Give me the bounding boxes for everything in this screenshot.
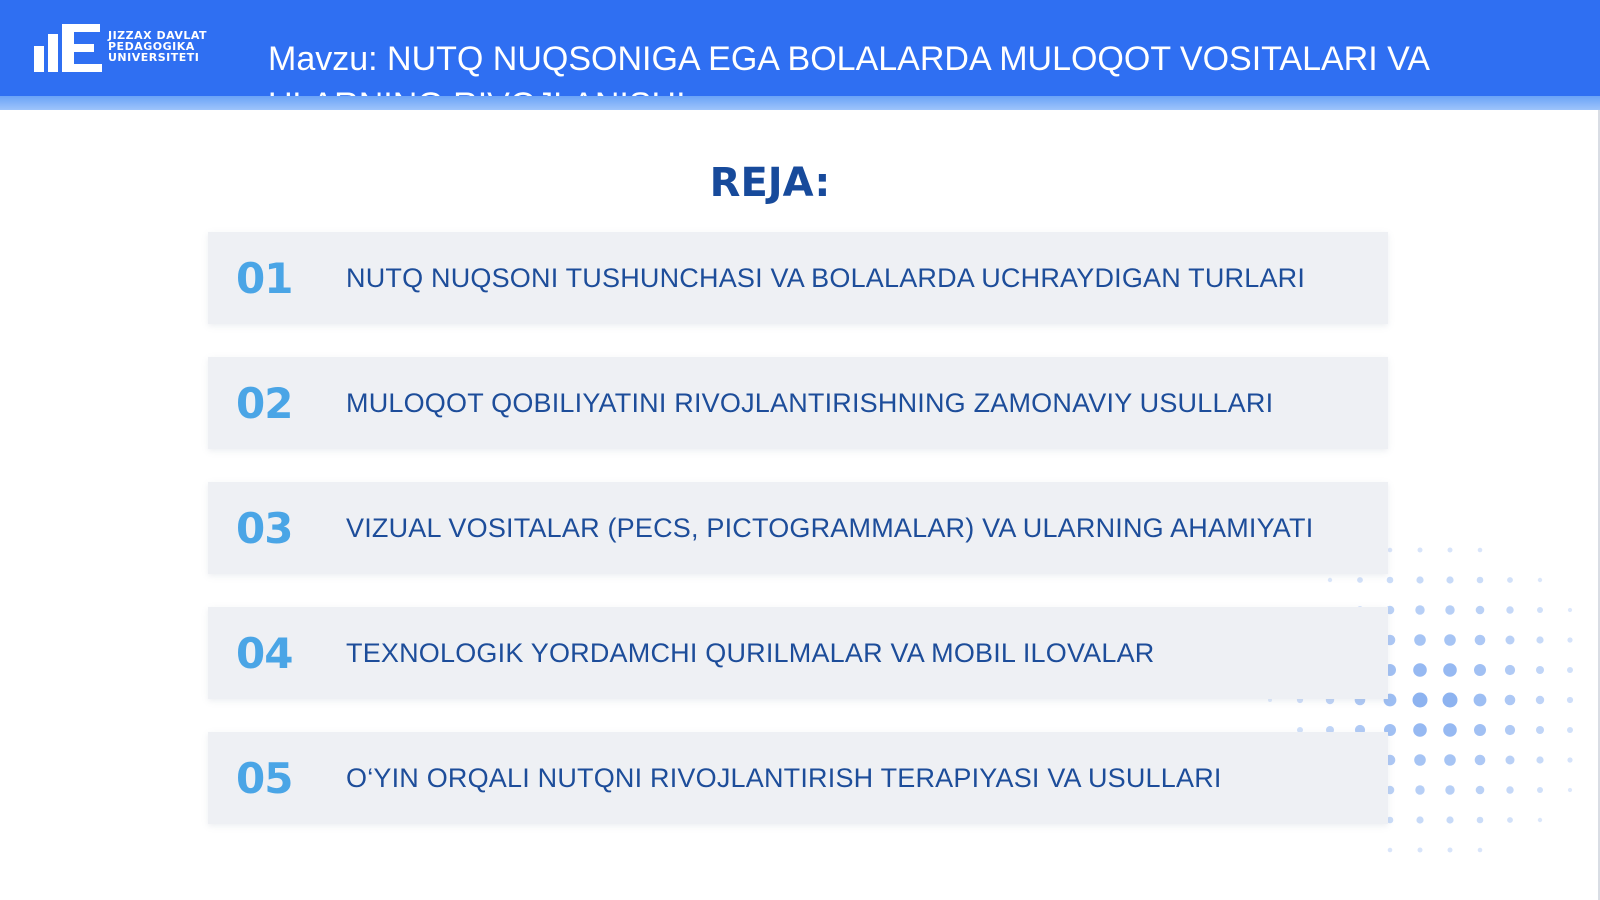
decor-dot <box>1536 696 1544 704</box>
plan-item-text: MULOQOT QOBILIYATINI RIVOJLANTIRISHNING ZAMONAVIY USULLARI <box>346 387 1274 418</box>
plan-item-3 <box>208 482 1388 574</box>
plan-item-text: O‘YIN ORQALI NUTQNI RIVOJLANTIRISH TERAPIYASI VA USULLARI <box>346 762 1222 793</box>
university-logo-icon <box>34 24 104 72</box>
plan-item-text: VIZUAL VOSITALAR (PECS, PICTOGRAMMALAR) VA ULARNING AHAMIYATI <box>346 512 1314 543</box>
decor-dot <box>1448 848 1453 853</box>
decor-dot <box>1413 663 1427 677</box>
decor-dot <box>1567 637 1572 642</box>
decor-dot <box>1567 697 1573 703</box>
plan-item-number: 02 <box>236 378 293 428</box>
decor-dot <box>1568 788 1572 792</box>
decor-dot <box>1567 727 1573 733</box>
decor-dot <box>1478 548 1483 553</box>
logo-line-3: UNIVERSITETI <box>108 51 200 64</box>
logo-line-1: JIZZAX DAVLAT <box>108 29 208 42</box>
plan-list <box>208 232 1388 857</box>
plan-heading: REJA: <box>709 160 831 206</box>
decor-dot <box>1567 757 1572 762</box>
decor-dot <box>1416 816 1423 823</box>
decor-dot <box>1444 634 1456 646</box>
decor-dot <box>1443 693 1458 708</box>
plan-item-text: TEXNOLOGIK YORDAMCHI QURILMALAR VA MOBIL ILOVALAR <box>346 637 1155 668</box>
decor-dot <box>1474 664 1486 676</box>
decor-dot <box>1448 548 1453 553</box>
logo-line-2: PEDAGOGIKA <box>108 40 195 53</box>
university-logo-text <box>108 30 207 63</box>
decor-dot <box>1477 577 1484 584</box>
university-logo <box>34 24 234 76</box>
plan-item-text: NUTQ NUQSONI TUSHUNCHASI VA BOLALARDA UCHRAYDIGAN TURLARI <box>346 262 1306 293</box>
decor-dot <box>1388 848 1393 853</box>
decor-dot <box>1414 634 1426 646</box>
decor-dot <box>1506 786 1513 793</box>
decor-dot <box>1507 817 1513 823</box>
decor-dot <box>1474 724 1486 736</box>
decor-dot <box>1507 577 1513 583</box>
decor-dot <box>1477 817 1484 824</box>
decor-dot <box>1474 694 1487 707</box>
decor-dot <box>1415 785 1424 794</box>
decor-dot <box>1568 608 1572 612</box>
plan-item-4 <box>208 607 1388 699</box>
decor-dot <box>1536 636 1543 643</box>
slide-title: Mavzu: NUTQ NUQSONIGA EGA BOLALARDA MULOQOT VOSITALARI VA <box>268 40 1429 78</box>
decor-dot <box>1506 636 1515 645</box>
decor-dot <box>1476 606 1485 615</box>
decor-dot <box>1538 818 1542 822</box>
decor-dot <box>1567 667 1573 673</box>
decor-dot <box>1444 754 1456 766</box>
decor-dot <box>1414 754 1426 766</box>
decor-dot <box>1418 848 1423 853</box>
decor-dot <box>1475 635 1486 646</box>
decor-dot <box>1478 848 1483 853</box>
plan-item-number: 01 <box>236 253 293 303</box>
plan-item-5 <box>208 732 1388 824</box>
decor-dot <box>1446 576 1453 583</box>
decor-dot <box>1476 786 1485 795</box>
plan-item-number: 05 <box>236 753 293 803</box>
decor-dot <box>1446 816 1453 823</box>
decor-dot <box>1506 606 1513 613</box>
header-accent-strip <box>0 96 1600 110</box>
decor-dot <box>1445 605 1454 614</box>
plan-item-1 <box>208 232 1388 324</box>
decor-dot <box>1413 723 1427 737</box>
decor-dot <box>1418 548 1423 553</box>
decor-dot <box>1537 607 1543 613</box>
decor-dot <box>1536 666 1544 674</box>
decor-dot <box>1505 665 1515 675</box>
decor-dot <box>1537 787 1543 793</box>
plan-item-2 <box>208 357 1388 449</box>
decor-dot <box>1443 723 1457 737</box>
decor-dot <box>1413 693 1428 708</box>
decor-dot <box>1536 756 1543 763</box>
decor-dot <box>1445 785 1454 794</box>
slide-header <box>0 0 1600 96</box>
decor-dot <box>1536 726 1544 734</box>
decor-dot <box>1505 695 1516 706</box>
decor-dot <box>1505 725 1515 735</box>
decor-dot <box>1415 605 1424 614</box>
decor-dot <box>1388 548 1393 553</box>
decor-dot <box>1443 663 1457 677</box>
decor-dot <box>1506 756 1515 765</box>
plan-item-number: 03 <box>236 503 293 553</box>
decor-dot <box>1538 578 1542 582</box>
decor-dot <box>1416 576 1423 583</box>
plan-item-number: 04 <box>236 628 293 678</box>
decor-dot <box>1475 755 1486 766</box>
